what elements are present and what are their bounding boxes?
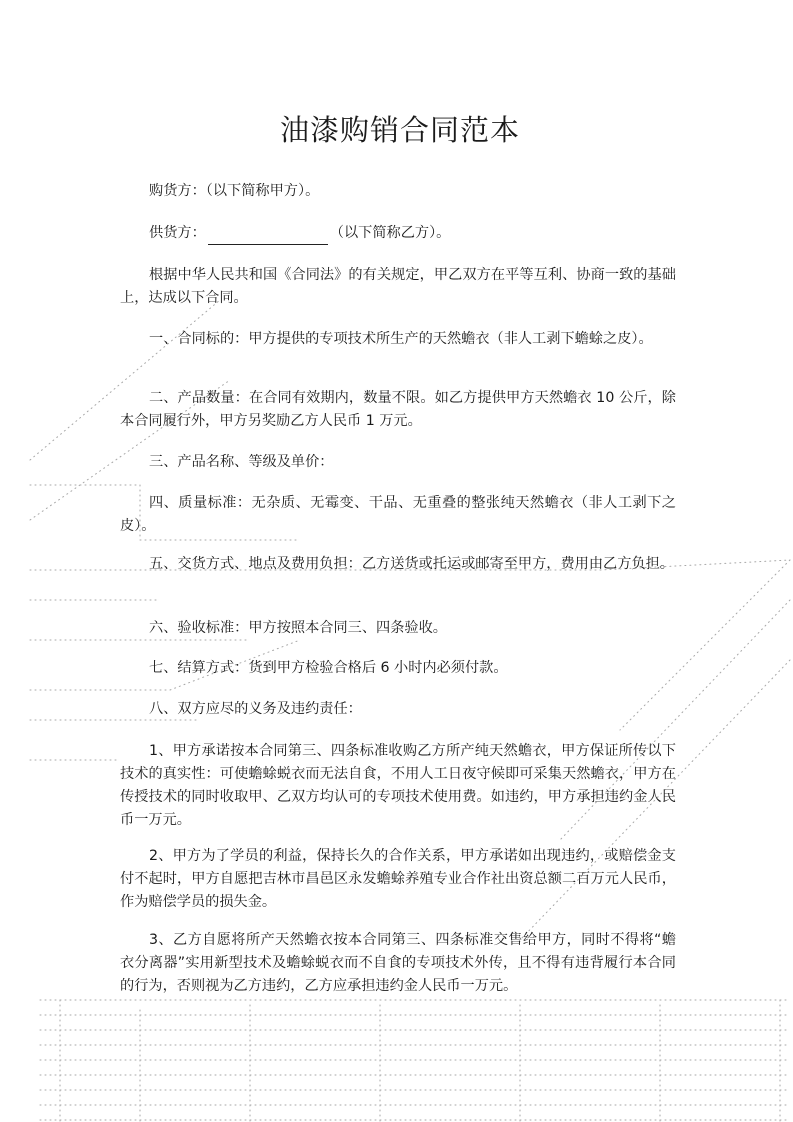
clause-7: 七、结算方式：货到甲方检验合格后 6 小时内必须付款。 — [149, 660, 508, 676]
obligation-2: 2、甲方为了学员的利益，保持长久的合作关系，甲方承诺如出现违约，或赔偿金支付不起时，甲方自愿把吉林市昌邑区永发蟾蜍养殖专业合作社出资总额二百万元人民币，作为赔偿学员的损失金。 — [120, 848, 676, 910]
clause-1: 一、合同标的：甲方提供的专项技术所生产的天然蟾衣（非人工剥下蟾蜍之皮）。 — [149, 331, 653, 347]
document-title: 油漆购销合同范本 — [279, 113, 520, 147]
supplier-blank — [208, 229, 328, 245]
buyer-suffix: （以下简称甲方）。 — [205, 183, 320, 199]
buyer-line — [120, 180, 676, 203]
clause-8: 八、双方应尽的义务及违约责任： — [149, 701, 362, 717]
clause-5: 五、交货方式、地点及费用负担：乙方送货或托运或邮寄至甲方，费用由乙方负担。 — [149, 556, 674, 572]
supplier-suffix: （以下简称乙方）。 — [329, 225, 451, 241]
buyer-label: 购货方： — [149, 183, 206, 199]
obligation-1: 1、甲方承诺按本合同第三、四条标准收购乙方所产纯天然蟾衣，甲方保证所传以下技术的真实性：可使蟾蜍蜕衣而无法自食，不用人工日夜守候即可采集天然蟾衣，甲方在传授技术的同时收取甲、乙双方均认可的专项技术使用费。如违约，甲方承担违约金人民币一万元。 — [120, 743, 676, 828]
clause-3: 三、产品名称、等级及单价： — [149, 454, 334, 470]
preamble: 根据中华人民共和国《合同法》的有关规定，甲乙双方在平等互利、协商一致的基础上，达成以下合同。 — [120, 267, 676, 306]
clause-2: 二、产品数量：在合同有效期内，数量不限。如乙方提供甲方天然蟾衣 10 公斤，除本合同履行外，甲方另奖励乙方人民币 1 万元。 — [120, 390, 676, 429]
supplier-label: 供货方： — [149, 225, 206, 241]
supplier-line — [120, 222, 676, 245]
clause-4: 四、质量标准：无杂质、无霉变、干品、无重叠的整张纯天然蟾衣（非人工剥下之皮）。 — [120, 495, 676, 534]
obligation-3: 3、乙方自愿将所产天然蟾衣按本合同第三、四条标准交售给甲方，同时不得将“蟾衣分离器”实用新型技术及蟾蜍蜕衣而不自食的专项技术外传，且不得有违背履行本合同的行为，否则视为乙方违约，乙方应承担违约金人民币一万元。 — [120, 932, 676, 994]
clause-6: 六、验收标准：甲方按照本合同三、四条验收。 — [149, 620, 447, 636]
